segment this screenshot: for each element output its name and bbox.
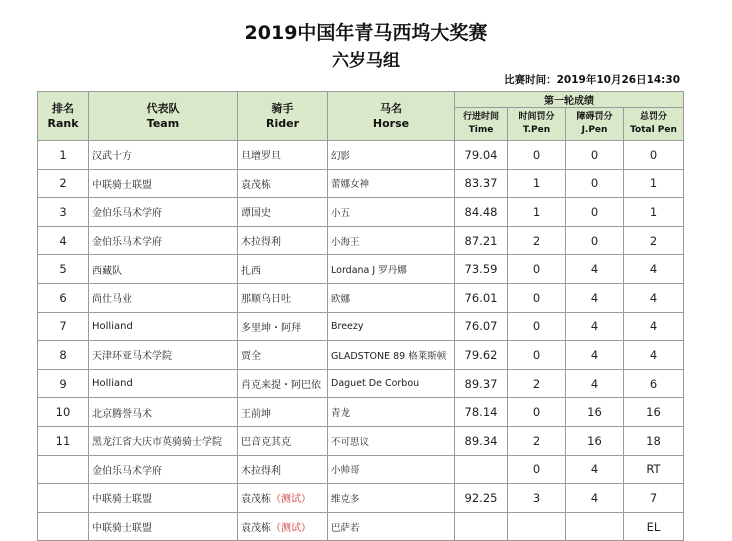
cell-rank (38, 455, 89, 484)
cell-team: 天津环亚马术学院 (89, 341, 238, 370)
table-row (38, 341, 684, 370)
cell-total: 18 (624, 426, 684, 455)
cell-total: 6 (624, 369, 684, 398)
col-header-team-en: Team (146, 117, 180, 130)
cell-horse: 青龙 (328, 398, 455, 427)
cell-tpen: 0 (508, 398, 566, 427)
cell-rider (238, 198, 328, 227)
cell-horse: 维克多 (328, 484, 455, 513)
col-header-horse-en: Horse (372, 117, 410, 130)
cell-team: 金伯乐马术学府 (89, 455, 238, 484)
cell-horse: 不可思议 (328, 426, 455, 455)
table-row (38, 484, 684, 513)
match-time: 比赛时间：2019年10月26日14:30 (504, 74, 680, 86)
table-row (38, 226, 684, 255)
cell-jpen (566, 512, 624, 541)
col-header-rank (38, 92, 89, 141)
col-header-total-cn: 总罚分 (639, 112, 667, 122)
cell-rider (238, 312, 328, 341)
cell-rank: 5 (38, 255, 89, 284)
cell-time: 79.62 (455, 341, 508, 370)
cell-jpen: 4 (566, 341, 624, 370)
cell-tpen (508, 512, 566, 541)
col-header-team-cn: 代表队 (146, 102, 180, 115)
cell-team: 金伯乐马术学府 (89, 198, 238, 227)
cell-rider (238, 398, 328, 427)
table-row (38, 198, 684, 227)
table-row (38, 141, 684, 170)
cell-jpen: 0 (566, 226, 624, 255)
col-header-rider-cn: 骑手 (271, 102, 294, 115)
cell-horse: 蕾娜女神 (328, 169, 455, 198)
cell-horse: Breezy (328, 312, 455, 341)
cell-time: 73.59 (455, 255, 508, 284)
cell-total: 4 (624, 341, 684, 370)
cell-tpen: 2 (508, 426, 566, 455)
cell-rider (238, 369, 328, 398)
page-subtitle: 六岁马组 (332, 51, 400, 71)
col-header-rider (238, 92, 328, 141)
cell-team: 黑龙江省大庆市英骑骑士学院 (89, 426, 238, 455)
rider-test-note: （测试） (271, 523, 311, 535)
cell-rider (238, 283, 328, 312)
cell-total: 16 (624, 398, 684, 427)
col-header-round-group: 第一轮成绩 (455, 92, 684, 108)
cell-rider (238, 455, 328, 484)
cell-jpen: 16 (566, 426, 624, 455)
cell-team: Holliand (89, 312, 238, 341)
col-header-total-en: Total Pen (630, 125, 677, 135)
rider-name: 木拉得利 (241, 465, 281, 477)
cell-tpen: 2 (508, 226, 566, 255)
cell-rider (238, 484, 328, 513)
col-header-time-en: Time (468, 125, 494, 135)
cell-jpen: 0 (566, 141, 624, 170)
cell-rank: 3 (38, 198, 89, 227)
col-header-team (89, 92, 238, 141)
col-header-jpen-en: J.Pen (581, 125, 608, 135)
cell-total: 4 (624, 255, 684, 284)
cell-tpen: 0 (508, 255, 566, 284)
cell-jpen: 4 (566, 283, 624, 312)
rider-name: 王前坤 (241, 408, 271, 420)
cell-total: 0 (624, 141, 684, 170)
cell-horse: 小帅哥 (328, 455, 455, 484)
table-row (38, 283, 684, 312)
cell-time: 87.21 (455, 226, 508, 255)
col-header-jpen-cn: 障碍罚分 (576, 112, 613, 122)
cell-total: 4 (624, 283, 684, 312)
cell-rider (238, 226, 328, 255)
table-row (38, 369, 684, 398)
cell-time: 84.48 (455, 198, 508, 227)
table-row (38, 169, 684, 198)
col-header-total (624, 108, 684, 141)
cell-jpen: 4 (566, 312, 624, 341)
cell-rank (38, 512, 89, 541)
col-header-tpen (508, 108, 566, 141)
rider-name: 袁茂栋 (241, 179, 271, 191)
rider-name: 旦增罗旦 (241, 151, 281, 163)
cell-time: 89.37 (455, 369, 508, 398)
cell-jpen: 4 (566, 369, 624, 398)
cell-total: 1 (624, 169, 684, 198)
cell-total: 7 (624, 484, 684, 513)
cell-tpen: 1 (508, 198, 566, 227)
cell-rank: 9 (38, 369, 89, 398)
cell-team: 金伯乐马术学府 (89, 226, 238, 255)
col-header-tpen-cn: 时间罚分 (518, 112, 555, 122)
results-table (37, 91, 684, 541)
cell-horse: 巴萨若 (328, 512, 455, 541)
col-header-rank-cn: 排名 (52, 102, 74, 115)
rider-name: 贾全 (241, 351, 261, 363)
cell-team: 西藏队 (89, 255, 238, 284)
cell-horse: GLADSTONE 89 格莱斯顿 (328, 341, 455, 370)
cell-horse: 小海王 (328, 226, 455, 255)
cell-jpen: 4 (566, 484, 624, 513)
cell-rider (238, 255, 328, 284)
rider-name: 袁茂栋 (241, 523, 271, 535)
rider-name: 多里坤・阿拜 (241, 322, 301, 334)
rider-name: 肖克来提・阿巴依 (241, 380, 321, 392)
cell-team: 中联骑士联盟 (89, 169, 238, 198)
cell-rider (238, 141, 328, 170)
cell-team: 中联骑士联盟 (89, 484, 238, 513)
table-row (38, 455, 684, 484)
cell-rank: 1 (38, 141, 89, 170)
rider-name: 那顺乌日吐 (241, 294, 291, 306)
cell-time: 76.01 (455, 283, 508, 312)
col-header-time-cn: 行进时间 (462, 112, 499, 122)
cell-rank: 11 (38, 426, 89, 455)
rider-name: 谭国史 (241, 208, 271, 220)
cell-team: 北京腾誉马术 (89, 398, 238, 427)
rider-name: 木拉得利 (241, 237, 281, 249)
col-header-rider-en: Rider (266, 117, 299, 130)
col-header-rank-en: Rank (47, 117, 79, 130)
cell-time: 79.04 (455, 141, 508, 170)
cell-jpen: 4 (566, 455, 624, 484)
cell-tpen: 0 (508, 455, 566, 484)
cell-tpen: 0 (508, 312, 566, 341)
cell-rider (238, 341, 328, 370)
cell-jpen: 0 (566, 198, 624, 227)
cell-horse: 幻影 (328, 141, 455, 170)
cell-jpen: 16 (566, 398, 624, 427)
cell-team: Holliand (89, 369, 238, 398)
cell-jpen: 0 (566, 169, 624, 198)
cell-jpen: 4 (566, 255, 624, 284)
cell-tpen: 3 (508, 484, 566, 513)
table-row (38, 312, 684, 341)
cell-team: 尚仕马业 (89, 283, 238, 312)
cell-horse: 小五 (328, 198, 455, 227)
table-row (38, 426, 684, 455)
table-row (38, 255, 684, 284)
cell-horse: Daguet De Corbou (328, 369, 455, 398)
cell-horse: 欧娜 (328, 283, 455, 312)
cell-time: 92.25 (455, 484, 508, 513)
rider-name: 巴音克其克 (241, 437, 291, 449)
cell-total: 2 (624, 226, 684, 255)
cell-time: 78.14 (455, 398, 508, 427)
cell-rank: 7 (38, 312, 89, 341)
cell-team: 中联骑士联盟 (89, 512, 238, 541)
col-header-time (455, 108, 508, 141)
cell-horse: Lordana J 罗丹娜 (328, 255, 455, 284)
cell-total: RT (624, 455, 684, 484)
rider-name: 扎西 (241, 265, 261, 277)
cell-rank: 10 (38, 398, 89, 427)
col-header-horse (328, 92, 455, 141)
cell-total: EL (624, 512, 684, 541)
cell-time: 76.07 (455, 312, 508, 341)
cell-rank: 2 (38, 169, 89, 198)
cell-team: 汉武十方 (89, 141, 238, 170)
cell-rider (238, 426, 328, 455)
col-header-horse-cn: 马名 (380, 102, 402, 115)
cell-rank: 6 (38, 283, 89, 312)
cell-tpen: 1 (508, 169, 566, 198)
cell-tpen: 0 (508, 283, 566, 312)
col-header-tpen-en: T.Pen (522, 125, 551, 135)
cell-tpen: 0 (508, 141, 566, 170)
cell-rider (238, 169, 328, 198)
cell-time (455, 512, 508, 541)
cell-tpen: 0 (508, 341, 566, 370)
cell-rider (238, 512, 328, 541)
col-header-jpen (566, 108, 624, 141)
cell-rank: 8 (38, 341, 89, 370)
cell-rank: 4 (38, 226, 89, 255)
table-row (38, 398, 684, 427)
cell-rank (38, 484, 89, 513)
cell-total: 1 (624, 198, 684, 227)
cell-tpen: 2 (508, 369, 566, 398)
cell-total: 4 (624, 312, 684, 341)
page-title: 2019中国年青马西坞大奖赛 (244, 22, 488, 44)
rider-name: 袁茂栋 (241, 494, 271, 506)
rider-test-note: （测试） (271, 494, 311, 506)
cell-time: 83.37 (455, 169, 508, 198)
cell-time (455, 455, 508, 484)
cell-time: 89.34 (455, 426, 508, 455)
table-row (38, 512, 684, 541)
